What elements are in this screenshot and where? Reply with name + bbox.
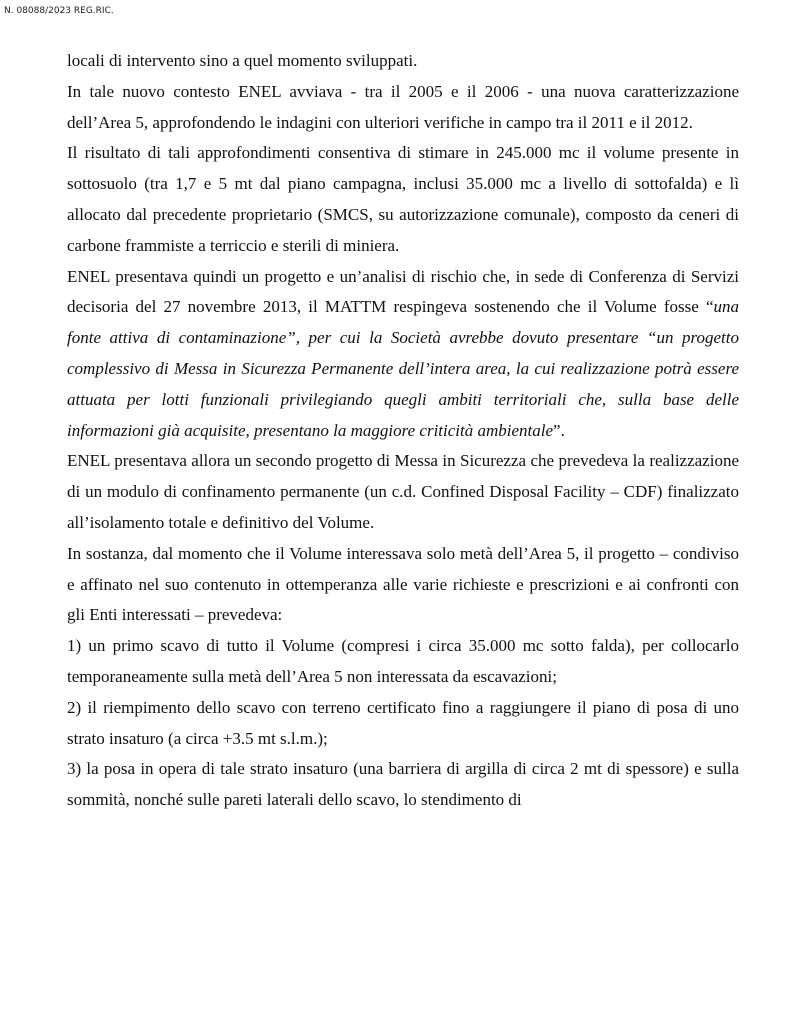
paragraph-second-project: ENEL presentava allora un secondo progetto di Messa in Sicurezza che prevedeva la realizzazione di un modulo di confinamento permanente (un c.d. Confined Disposal Facility – CDF) finalizzato all’isolamento totale e definitivo del Volume. [67,451,739,532]
paragraph-new-characterization: In tale nuovo contesto ENEL avviava - tra il 2005 e il 2006 - una nuova caratterizzazione dell’Area 5, approfondendo le indagini con ulteriori verifiche in campo tra il 2011 e il 2012. [67,81,739,132]
list-item-step-1: 1) un primo scavo di tutto il Volume (compresi i circa 35.000 mc sotto falda), per collocarlo temporaneamente sulla metà dell’Area 5 non interessata da escavazioni; [67,636,739,686]
paragraph-project-summary: In sostanza, dal momento che il Volume interessava solo metà dell’Area 5, il progetto – condiviso e affinato nel suo contenuto in ottemperanza alle varie richieste e prescrizioni e ai confronti con gli Enti interessati – prevedeva: [67,543,739,625]
paragraph-text-regular: ENEL presentava quindi un progetto e un’analisi di rischio che, in sede di Conferenza di Servizi decisoria del 27 novembre 2013, il MATTM respingeva sostenendo che il Volume fosse “ [67,266,739,317]
paragraph-quote-italic: una fonte attiva di contaminazione”, per cui la Società avrebbe dovuto presentare “un progetto complessivo di Messa in Sicurezza Permanente dell’intera area, la cui realizzazione potrà essere attuata per lotti funzionali privilegiando quegli ambiti territoriali che, sulla base delle informazioni già acquisite, presentano la maggiore criticità ambientale [67,297,739,440]
paragraph-continuation: locali di intervento sino a quel momento sviluppati. [67,51,418,70]
paragraph-mattm-rejection [67,262,739,447]
paragraph-text-closing: ”. [553,420,565,440]
document-body [67,46,739,816]
document-header-ref: N. 08088/2023 REG.RIC. [4,6,114,16]
list-item-step-3: 3) la posa in opera di tale strato insaturo (una barriera di argilla di circa 2 mt di spessore) e sulla sommità, nonché sulle pareti laterali dello scavo, lo stendimento di [67,759,739,810]
paragraph-volume-estimate: Il risultato di tali approfondimenti consentiva di stimare in 245.000 mc il volume presente in sottosuolo (tra 1,7 e 5 mt dal piano campagna, inclusi 35.000 mc a livello di sottofalda) e lì allocato dal precedente proprietario (SMCS, su autorizzazione comunale), composto da ceneri di carbone frammiste a terriccio e sterili di miniera. [67,143,739,255]
list-item-step-2: 2) il riempimento dello scavo con terreno certificato fino a raggiungere il piano di posa di uno strato insaturo (a circa +3.5 mt s.l.m.); [67,697,739,748]
